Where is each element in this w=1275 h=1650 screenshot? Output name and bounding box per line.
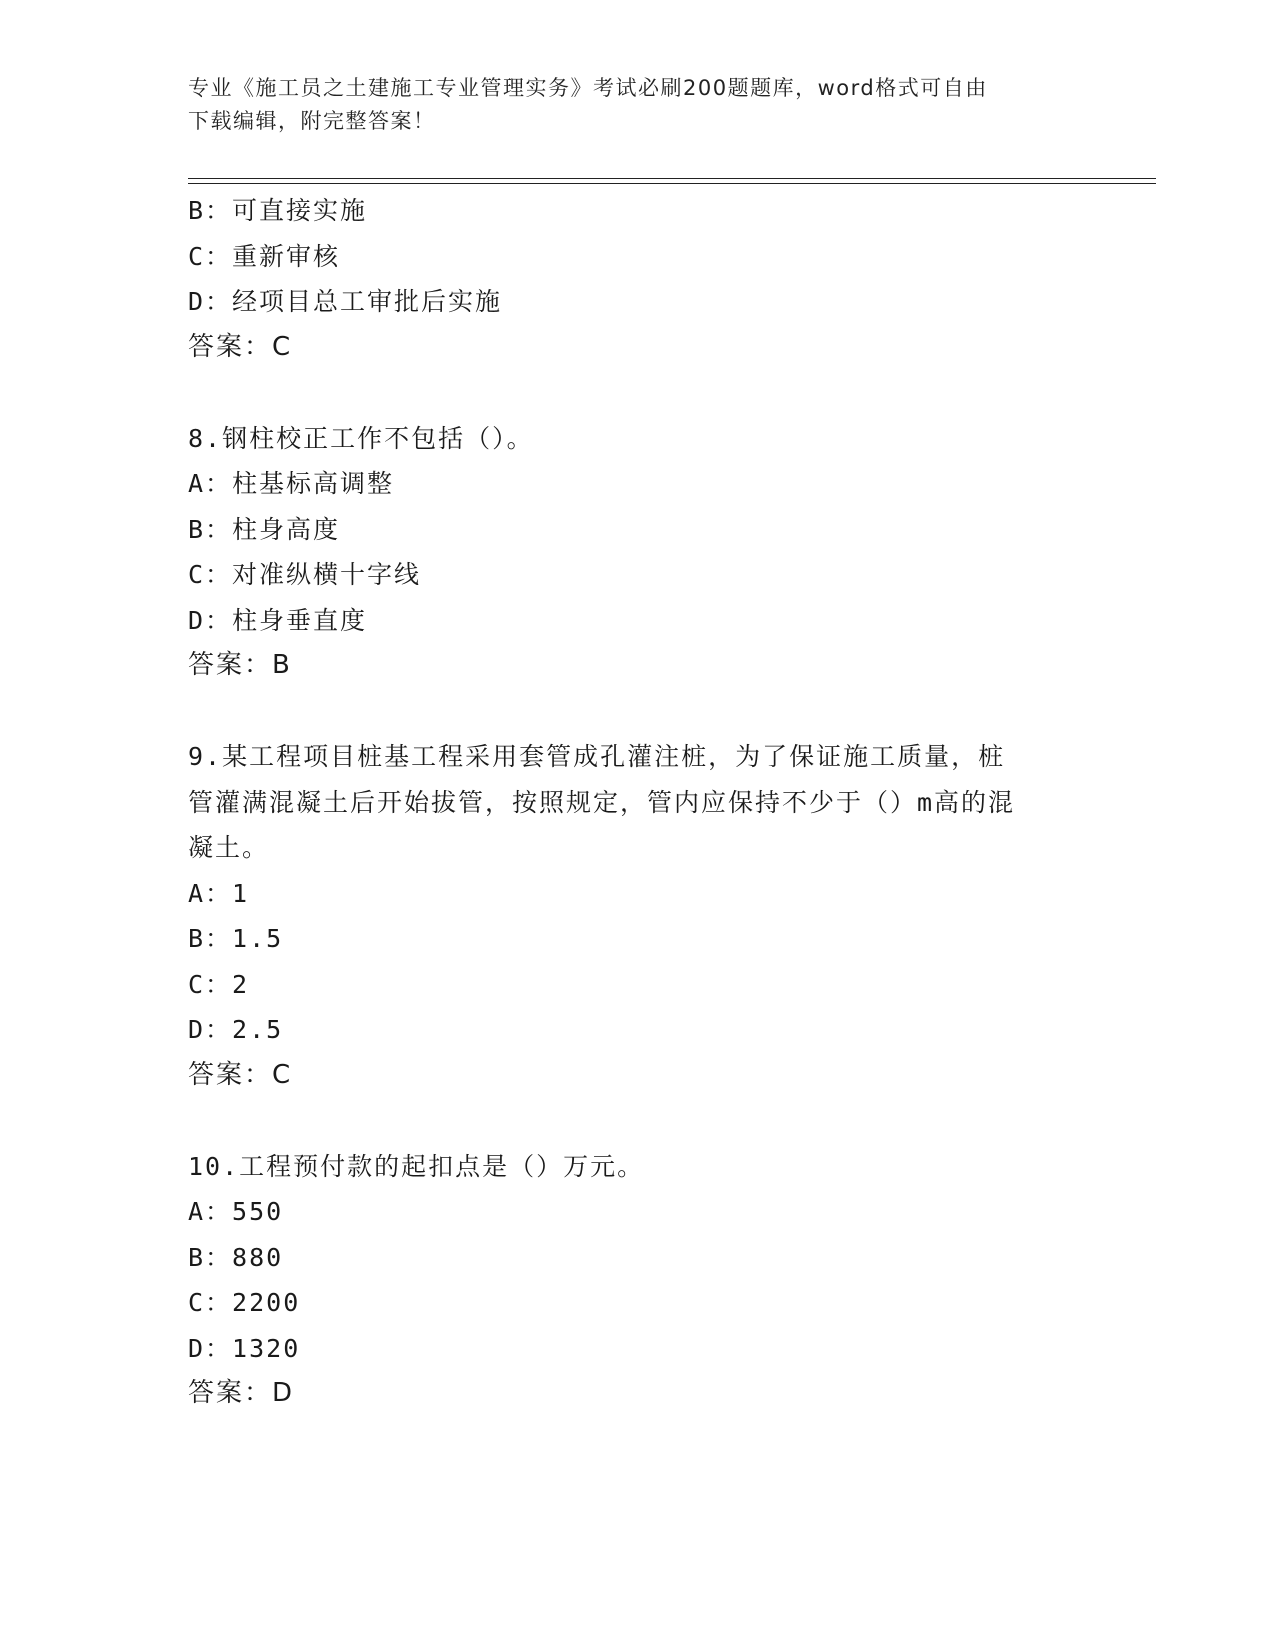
header-line-1: 专业《施工员之土建施工专业管理实务》考试必刷200题题库，word格式可自由 — [188, 76, 988, 100]
question-text: 10.工程预付款的起扣点是（）万元。 — [188, 1151, 645, 1181]
option-d: D：柱身垂直度 — [188, 605, 368, 635]
question-9 — [188, 734, 1088, 1098]
option-b: B：1.5 — [188, 924, 284, 953]
answer-line: 答案：B — [188, 650, 292, 680]
spacer — [188, 370, 1088, 416]
document-header — [188, 72, 1068, 138]
question-list — [188, 188, 1088, 1417]
header-rule-bottom — [188, 183, 1156, 184]
option-c: C：2 — [188, 969, 250, 999]
question-10 — [188, 1144, 1088, 1417]
question-7-tail — [188, 188, 1088, 370]
option-a: A：550 — [188, 1197, 284, 1226]
question-text-line-1: 9.某工程项目桩基工程采用套管成孔灌注桩，为了保证施工质量，桩 — [188, 742, 1006, 771]
answer-line: 答案：C — [188, 1059, 293, 1090]
question-text-line-2: 管灌满混凝土后开始拔管，按照规定，管内应保持不少于（）m高的混 — [188, 787, 1016, 817]
header-line-2: 下载编辑，附完整答案！ — [188, 109, 436, 133]
spacer — [188, 689, 1088, 735]
question-text-line-3: 凝土。 — [188, 833, 270, 862]
header-rule-top — [188, 178, 1156, 179]
question-8 — [188, 416, 1088, 689]
spacer — [188, 1098, 1088, 1144]
option-d: D：经项目总工审批后实施 — [188, 287, 503, 316]
option-b: B：可直接实施 — [188, 196, 368, 225]
option-c: C：2200 — [188, 1288, 301, 1317]
answer-line: 答案：C — [188, 331, 293, 362]
option-a: A：柱基标高调整 — [188, 469, 395, 498]
option-c: C：重新审核 — [188, 241, 341, 271]
option-b: B：880 — [188, 1242, 284, 1272]
question-text: 8.钢柱校正工作不包括（）。 — [188, 423, 534, 453]
option-d: D：2.5 — [188, 1015, 284, 1044]
option-b: B：柱身高度 — [188, 514, 341, 544]
option-c: C：对准纵横十字线 — [188, 560, 422, 589]
option-a: A：1 — [188, 878, 250, 908]
answer-line: 答案：D — [188, 1378, 295, 1408]
option-d: D：1320 — [188, 1333, 301, 1363]
